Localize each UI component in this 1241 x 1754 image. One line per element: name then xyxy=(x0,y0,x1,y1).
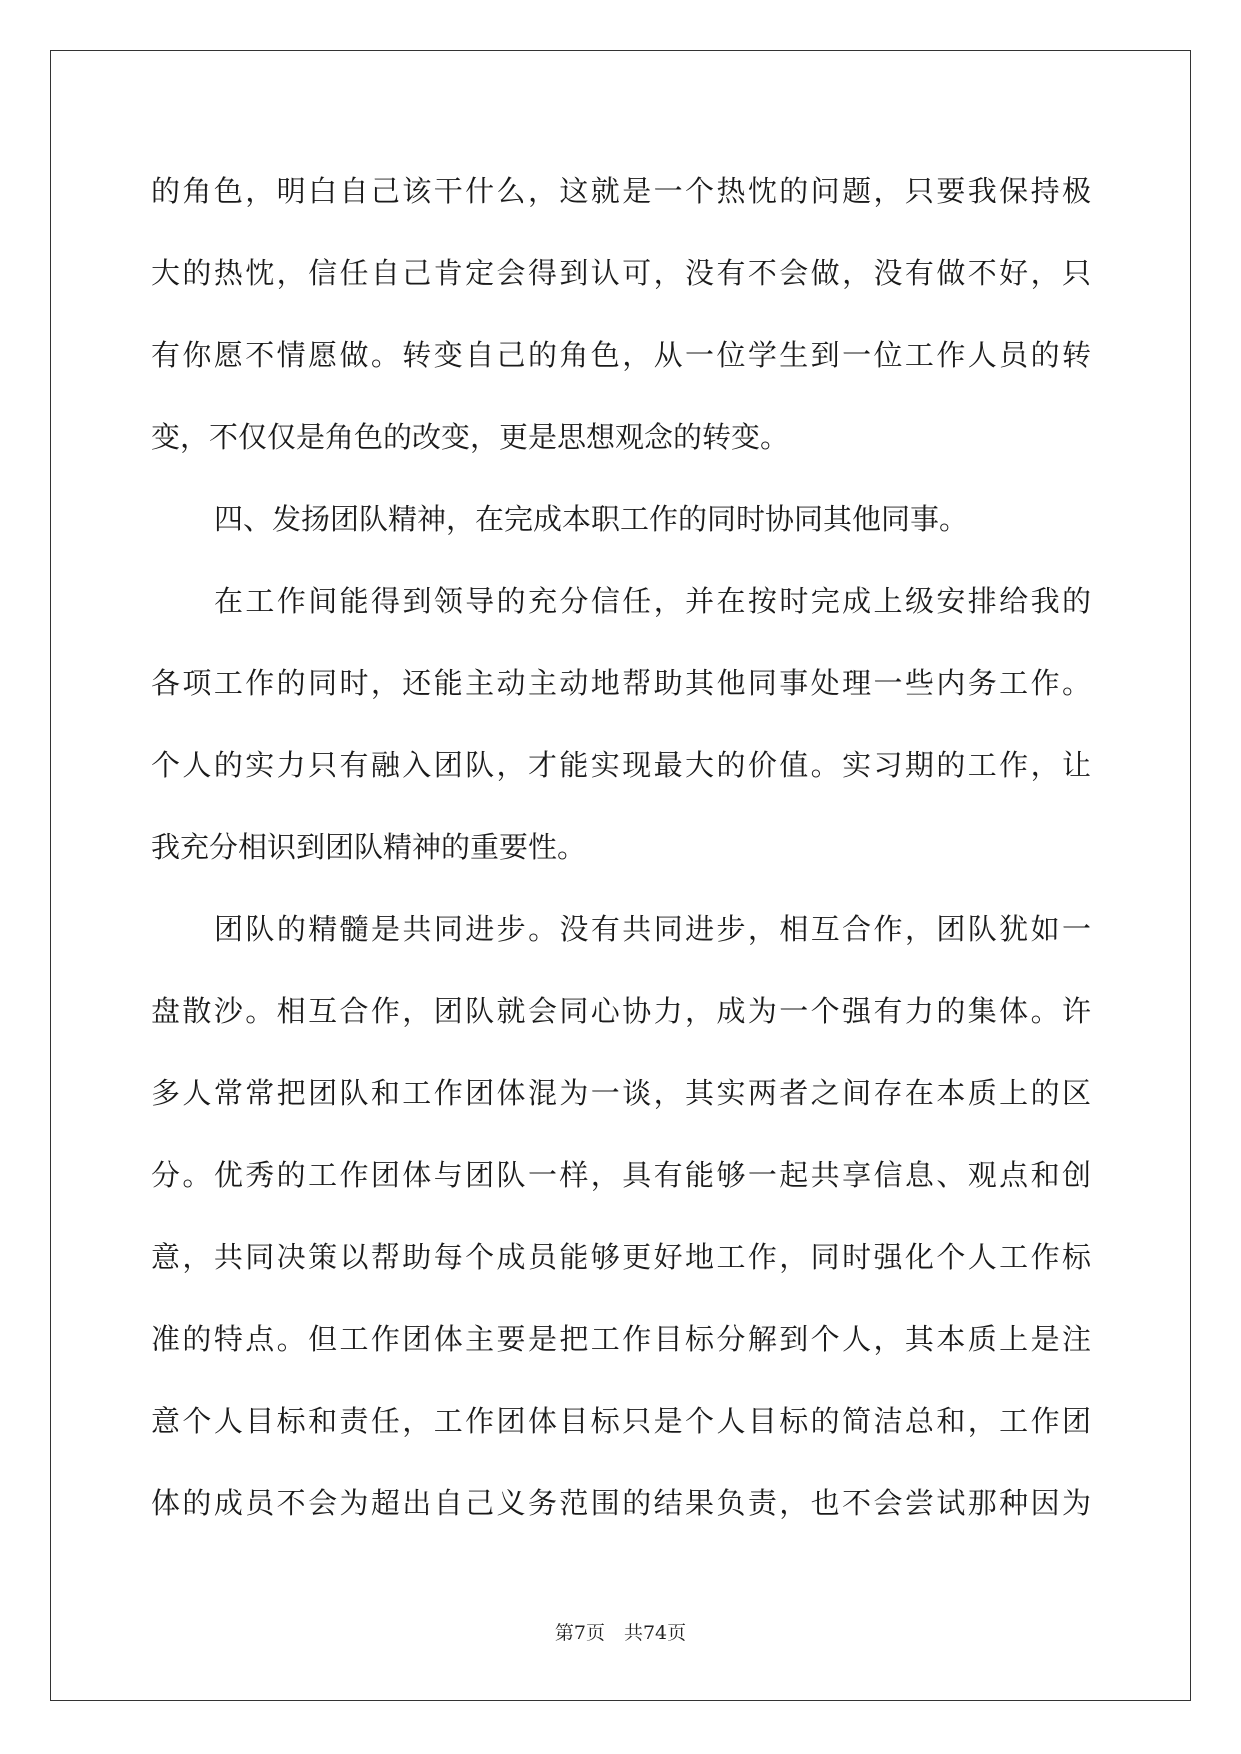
text-line: 的角色，明白自己该干什么，这就是一个热忱的问题，只要我保持极 xyxy=(151,174,1091,208)
text-line: 盘散沙。相互合作，团队就会同心协力，成为一个强有力的集体。许 xyxy=(151,994,1091,1028)
text-line: 团队的精髓是共同进步。没有共同进步，相互合作，团队犹如一 xyxy=(214,912,1091,946)
text-line: 个人的实力只有融入团队，才能实现最大的价值。实习期的工作，让 xyxy=(151,748,1091,782)
text-line: 变，不仅仅是角色的改变，更是思想观念的转变。 xyxy=(151,420,790,454)
text-line: 分。优秀的工作团体与团队一样，具有能够一起共享信息、观点和创 xyxy=(151,1158,1091,1192)
text-line: 多人常常把团队和工作团体混为一谈，其实两者之间存在本质上的区 xyxy=(151,1076,1091,1110)
text-line: 意，共同决策以帮助每个成员能够更好地工作，同时强化个人工作标 xyxy=(151,1240,1091,1274)
text-line: 有你愿不情愿做。转变自己的角色，从一位学生到一位工作人员的转 xyxy=(151,338,1091,372)
text-line: 各项工作的同时，还能主动主动地帮助其他同事处理一些内务工作。 xyxy=(151,666,1091,700)
text-line: 四、发扬团队精神，在完成本职工作的同时协同其他同事。 xyxy=(214,502,969,536)
text-line: 大的热忱，信任自己肯定会得到认可，没有不会做，没有做不好，只 xyxy=(151,256,1091,290)
document-body xyxy=(151,150,1091,1544)
text-line: 在工作间能得到领导的充分信任，并在按时完成上级安排给我的 xyxy=(214,584,1091,618)
text-line: 意个人目标和责任，工作团体目标只是个人目标的简洁总和，工作团 xyxy=(151,1404,1091,1438)
text-line: 体的成员不会为超出自己义务范围的结果负责，也不会尝试那种因为 xyxy=(151,1486,1091,1520)
text-line: 我充分相识到团队精神的重要性。 xyxy=(151,830,587,864)
page-number-footer: 第7页 共74页 xyxy=(554,1622,687,1644)
text-line: 准的特点。但工作团体主要是把工作目标分解到个人，其本质上是注 xyxy=(151,1322,1091,1356)
